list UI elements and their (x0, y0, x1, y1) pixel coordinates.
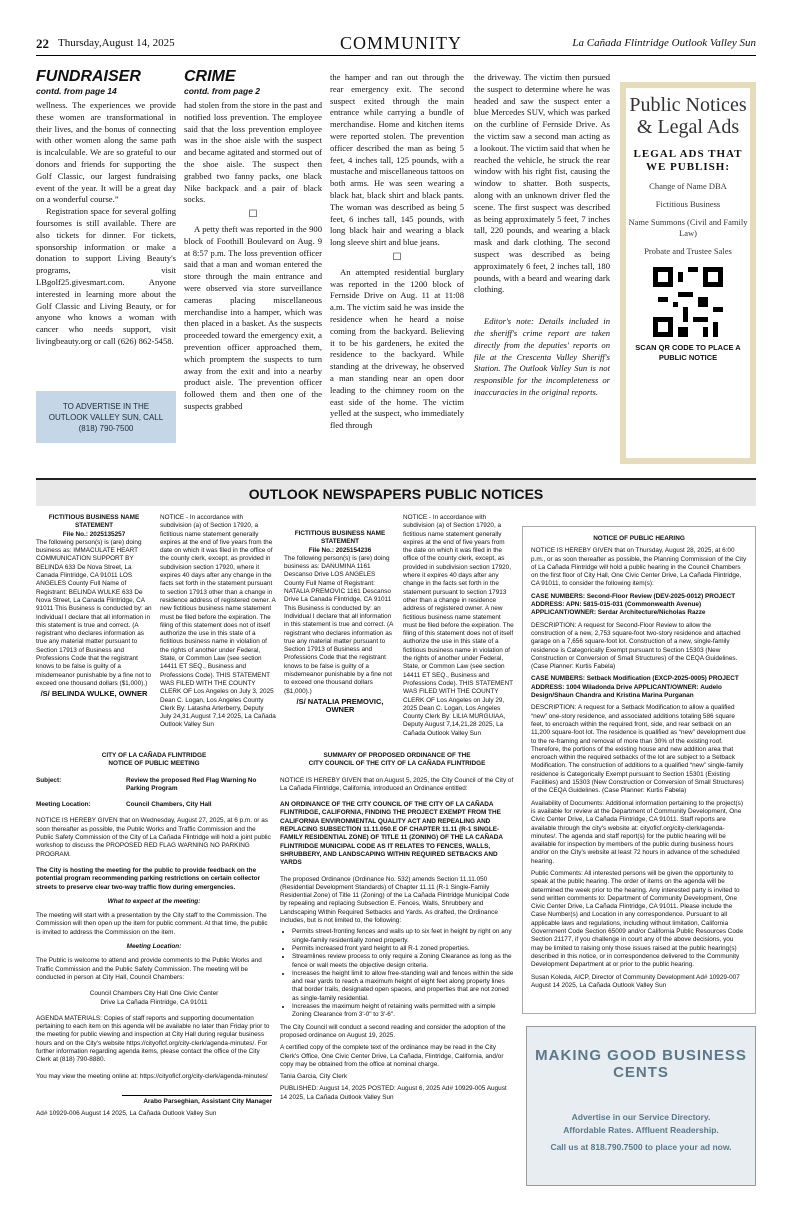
fbn-1-notice (160, 514, 276, 730)
hearing-p1: NOTICE IS HEREBY GIVEN that on Thursday, August 28, 2025, at 6:00 p.m., or as soon thereafter as possible, the Planning Commission of the City of La Cañada Flintridge will hold a public hearing in the Council Chambers on the first floor of City Hall, One Civic Center Drive, La Cañada Flintridge, CA 91011, to consider the following item(s): (531, 547, 747, 588)
crime-p5: the driveway. The victim then pursued the suspect to determine where he was headed and saw the suspect enter a blue Mercedes SUV, which was parked on the curbline of Fernside Drive. As the victim saw a second man acting as a lookout. The victim said that when he reached the vehicle, he struck the rear window with his right fist, causing the window to shatter. Both suspects, along with an unknown driver fled the scene. The first suspect was described as being approximately 5 feet, 7 inches tall, 220 pounds, and wearing a black mask and dark clothing. The second suspect was described as being approximately 6 feet, 2 inches tall, 180 pounds, with a beard and wearing dark clothing. (474, 72, 610, 295)
legal-ads-box[interactable] (620, 82, 756, 464)
fbn1-body2: NOTICE - In accordance with subdivision (a) of Section 17920, a fictitious name statement generally expires at the end of five years from the date on which it was filed in the office of the county clerk, except, as provided in subdivision section 17920, where it expires 40 days after any change in the facts set forth in the statement pursuant to section 17913 other than a change in residence address of registered owner. A new fictitious business name statement must be filed before the expiration. The filing of this statement does not of itself authorize the use in this state of a fictitious business name in violation of the rights of another under Federal, State, or Common Law (see section 14411 ET SEQ., Business and Professions Code). THIS STATEMENT WAS FILED WITH THE COUNTY CLERK OF Los Angeles on July 3, 2025 Dean C. Logan, Los Angeles County Clerk By: Latasha Arterberry, Deputy July 24,31,August 7,14 2025, La Cañada Outlook Valley Sun (160, 514, 276, 729)
ordinance-p7: PUBLISHED: August 14, 2025 POSTED: August 6, 2025 Ad# 10929-005 August 14 2025, La Cañada Outlook Valley Sun (280, 1085, 507, 1101)
legal-item-1: Fictitious Business (655, 199, 721, 209)
meeting-p2: The City is hosting the meeting for the public to provide feedback on the potential program recommending parking restrictions on certain collector streets to preserve clear two-way traffic flow during emergencies. (36, 866, 261, 891)
header-rule (36, 55, 756, 56)
hearing-p7: Public Comments: All interested persons will be given the opportunity to speak at the public hearing. The order of items on the agenda will be determined the week prior to the hearing. Any interested party is invited to send written comments to: Department of Community Development, One Civic Center Drive, La Cañada Flintridge, CA 91011. Please include the Case Number(s) and Location in any correspondence. Pursuant to all applicable laws and regulations, including without limitation, California Government Code Section 65009 and/or California Public Resources Code Section 21177, if you challenge in court any of the above decisions, you may be limited to raising only those issues raised at the public hearing(s) described in this notice, or in correspondence delivered to the Community Development Department at or prior to the public hearing. (531, 869, 744, 969)
list-item: • Increases the maximum height of retaining walls permitted with a simple Zoning Clearance from 3'-0" to 3'-6". (292, 1003, 514, 1020)
crime-p4: An attempted residential burglary was reported in the 1200 block of Fernside Drive on Aug. 11 at 11:08 a.m. The victim said he was inside the residence when he heard a noise coming from the backyard. Believing it to be his gardeners, he exited the residence to the backyard. While standing at the driveway, he observed a man standing near an open door leading to the chimney room on the east side of the home. The victim yelled at the suspect, who immediately fled through (330, 266, 464, 431)
meeting-subject: Review the proposed Red Flag Warning No Parking Program (126, 776, 257, 792)
hearing-p2: CASE NUMBERS: Second-Floor Review (DEV-2025-0012) PROJECT ADDRESS: APN: 5815-015-031 (Commonwealth Avenue) APPLICANT/OWNER: Serdar Architecture/Nicholas Razze (531, 592, 736, 617)
crime-column-3 (474, 72, 610, 399)
meeting-p6[interactable]: You may view the meeting online at: https://cityoflcf.org/city-clerk/agenda-minutes/ (36, 1072, 268, 1080)
crime-column-2 (330, 72, 464, 432)
fundraiser-p1: wellness. The experiences we provide these women are transformational in their lives, and the bonus of connecting with other women along the same path is incalculable. We are so grateful to our donors and friends for supporting the Golf Classic, our largest fundraising event of the year. It will be a great day on a wonderful course.” (36, 100, 176, 205)
page-number: 22 (36, 36, 49, 51)
meeting-location: Council Chambers, City Hall (126, 801, 212, 809)
crime-contd: contd. from page 2 (184, 86, 261, 96)
qr-code-icon[interactable] (653, 267, 723, 337)
fbn1-sig: /S/ BELINDA WULKE, OWNER (40, 689, 148, 699)
ordinance-p5: A certified copy of the complete text of the ordinance may be read in the City Clerk's Office, One Civic Center Drive, La Cañada, Flintridge, California, and/or copy may be obtained from the office at nominal charge. (280, 1044, 504, 1068)
making-line1: Advertise in our Service Directory. (571, 1112, 711, 1122)
fbn2-head: FICTITIOUS BUSINESS NAME STATEMENT (294, 530, 386, 546)
hearing-p3: DESCRIPTION: A request for Second-Floor Review to allow the construction of a new, 2,753 square-foot two-story residence and attached garage on a 7,656 square-foot lot. Construction of a new, single-family residence is Categorically Exempt pursuant to Section 15303 (New Construction or Conversion of Small Structures) of the CEQA Guidelines. (Case Planner: Kurtis Fabela) (531, 621, 741, 671)
service-directory-ad[interactable] (526, 1026, 756, 1186)
fbn1-head: FICTITIOUS BUSINESS NAME STATEMENT (48, 514, 140, 530)
ordinance-p6: Tania Garcia, City Clerk (280, 1073, 348, 1081)
meeting-signature: Arabo Parseghian, Assistant City Manager (143, 1097, 272, 1105)
crime-p2: A petty theft was reported in the 900 block of Foothill Boulevard on Aug. 9 at 8:57 p.m. The loss prevention officer said that a man and woman entered the store through the main entrance and were observed via store surveillance cameras placing miscellaneous merchandise into a hamper, which was then placed in a basket. As the suspects proceeded toward the emergency exit, a prevention officer approached them, which promptem the suspects to turn away from the exit and into a nearby product aisle. The prevention officer followed them and then one of the suspects grabbed (184, 223, 322, 411)
fbn1-file: File No.: 2025135257 (62, 530, 126, 538)
making-line2: Affordable Rates. Affluent Readership. (563, 1125, 719, 1135)
making-title: MAKING GOOD BUSINESS CENTS (535, 1047, 747, 1081)
meeting-subject-label: Subject: (36, 776, 62, 784)
meeting-p5: AGENDA MATERIALS: Copies of staff reports and supporting documentation pertaining to each item on this agenda will be available no later than Friday prior to the meeting for public viewing and inspection at City Hall during regular business hours and on the City's website https://cityoflcf.org/city-clerk/agenda-minutes/. For further information regarding agenda items, please contact the office of the City Clerk at (818) 790-8880. (36, 1014, 270, 1064)
ordinance-bullets (292, 928, 514, 1019)
publication-name: La Cañada Flintridge Outlook Valley Sun (572, 37, 756, 49)
making-line3: Call us at 818.790.7500 to place your ad now. (550, 1142, 732, 1152)
crime-p3: the hamper and ran out through the rear emergency exit. The second suspect exited through the main entrance while carrying a bundle of merchandise. Home and kitchen items were reported stolen. The prevention officer described the man as being 5 feet, 4 inches tall, 125 pounds, with a mustache and miscellaneous tattoos on both arms. He was seen wearing a black hat, black shirt and black pants. The woman was described as being 5 feet, 6 inches tall, 145 pounds, with long black hair and wearing a black long sleeve shirt and blue jeans. (330, 72, 464, 248)
fbn-2 (284, 530, 396, 715)
ordinance-p4: The City Council will conduct a second reading and consider the adoption of the proposed ordinance on August 19, 2025. (280, 1023, 506, 1039)
legal-item-3: Probate and Trustee Sales (644, 246, 732, 256)
fundraiser-column (36, 68, 176, 348)
fbn2-file: File No.: 2025154236 (308, 546, 372, 554)
meeting-location-heading: Meeting Location: (126, 943, 182, 951)
hearing-p5: DESCRIPTION: A request for a Setback Modification to allow a qualified “new” one-story residence, and associated additions totaling 586 square feet, to encroach within the required front, side, and rear setback on an 11,200 square-foot lot. The residence is qualified as “new” development due to the re-framing and removal of more than 30% of the existing roof. Therefore, the portions of the existing house and new addition area that encroach within the required setbacks of the lot are subject to a Setback Modification. The construction of additions to a qualified “new” single-family residence is Categorically Exempt pursuant to Section 15301 (Existing Facilities) and 15303 (New Construction or Conversion of Small Structures) of the CEQA Guidelines. (Case Planner: Kurtis Fabela) (531, 704, 746, 795)
meeting-p4: The Public is welcome to attend and provide comments to the Public Works and Traffic Commission and the Public Safety Commission. The meeting will be conducted in person at City Hall, Council Chambers: (36, 957, 262, 981)
section-title: COMMUNITY (340, 33, 463, 53)
scan-qr-label: SCAN QR CODE TO PLACE A PUBLIC NOTICE (635, 343, 741, 362)
meeting-address: Council Chambers City Hall One Civic Center Drive La Cañada Flintridge, CA 91011 (89, 990, 219, 1006)
list-item: • Permits street-fronting fences and walls up to six feet in height by right on any single-family residentially zoned property. (292, 928, 514, 945)
ordinance-head1: SUMMARY OF PROPOSED ORDINANCE OF THE (323, 752, 471, 759)
editor-note: Editor's note: Details included in the sheriff's crime report are taken directly from the deputies' reports on file at the Crescenta Valley Sheriff's Station. The Outlook Valley Sun is not responsible for the incompleteness or inaccuracies in the original reports. (474, 316, 610, 397)
advertise-ad[interactable]: TO ADVERTISE IN THE OUTLOOK VALLEY SUN, CALL (818) 790-7500 (36, 391, 176, 443)
fundraiser-kicker: FUNDRAISER (36, 68, 141, 85)
legal-subtitle: LEGAL ADS THAT WE PUBLISH: (633, 148, 743, 173)
ordinance-head2: CITY COUNCIL OF THE CITY OF LA CAÑADA FLINTRIDGE (308, 760, 486, 768)
meeting-location-label: Meeting Location: (36, 801, 91, 809)
legal-item-2: Name Summons (Civil and Family Law) (628, 217, 748, 238)
hearing-p6: Availability of Documents: Additional information pertaining to the project(s) is available for review at the Department of Community Development, One Civic Center Drive, La Cañada Flintridge, CA 91011. Staff reports are available through the city's website at: cityoflcf.org/city-clerk/agenda-minutes/. The agenda and staff report(s) for the public hearing will be available for inspection by members of the public during business hours and/or on the City's website at least 72 hours in advance of the scheduled hearing. (531, 799, 743, 865)
meeting-p1: NOTICE IS HEREBY GIVEN that on Wednesday, August 27, 2025, at 6 p.m. or as soon thereafter as possible, the Public Works and Traffic Commission and the Public Safety Commission of the City of La Cañada Flintridge will hold a joint public workshop to discuss the PROPOSED RED FLAG WARNING NO PARKING PROGRAM. (36, 817, 271, 858)
meeting-expect-heading: What to expect at the meeting: (107, 897, 201, 905)
meeting-head1: CITY OF LA CAÑADA FLINTRIDGE (101, 752, 207, 759)
meeting-head2: NOTICE OF PUBLIC MEETING (108, 760, 200, 768)
ordinance-p1: NOTICE IS HEREBY GIVEN that on August 5, 2025, the City Council of the City of La Cañada Flintridge, California, introduced an Ordinance entitled: (280, 776, 514, 792)
public-hearing-notice (522, 526, 756, 1014)
separator-icon: ☐ (248, 209, 258, 221)
crime-kicker: CRIME (184, 68, 236, 85)
hearing-p8: Susan Koleda, AICP, Director of Community Development Ad# 10929-007 August 14 2025, La Cañada Outlook Valley Sun (531, 973, 740, 989)
fundraiser-contd: contd. from page 14 (36, 86, 117, 96)
meeting-ad-number: Ad# 10929-006 August 14 2025, La Cañada Outlook Valley Sun (36, 1110, 217, 1118)
list-item: • Streamlines review process to only require a Zoning Clearance as long as the fence or wall meets the objective design criteria. (292, 953, 514, 970)
crime-column-1 (184, 68, 322, 413)
hearing-head: NOTICE OF PUBLIC HEARING (593, 535, 685, 542)
legal-title: Public Notices & Legal Ads (629, 94, 747, 138)
fbn2-sig: /S/ NATALIA PREMOVIC, OWNER (296, 696, 384, 715)
meeting-p3: The meeting will start with a presentation by the City staff to the Commission. The Commission will then open up the item for public comment. At that time, the public is invited to address the Commission on the item. (36, 912, 268, 936)
list-item: • Increases the height limit to allow free-standing wall and fences within the side and rear yards to reach a maximum height of eight feet along property lines that border trails, designated open spaces, and properties that are not zoned as single-family residential. (292, 970, 514, 1003)
fundraiser-p2: Registration space for several golfing foursomes is still available. There are also tickets for dinner. For tickets, sponsorship information or make a donation to support Living Beauty's programs, visit LBgolf25.givesmart.com. Anyone interested in learning more about the Golf Classic and Living Beauty, or for anyone who knows a woman with cancer who needs support, visit livingbeauty.org or call (626) 862-5458. (36, 206, 176, 346)
ordinance-notice (280, 752, 514, 1102)
crime-p1: had stolen from the store in the past and notified loss prevention. The employee said that the loss prevention employee was in the shoe aisle with the suspect and became agitated and stormed out of the shoe aisle. The suspect then grabbed two fanny packs, one black Nike backpack and a pair of black socks. (184, 100, 322, 205)
separator-icon: ☐ (392, 251, 402, 263)
fbn-1 (36, 514, 152, 699)
hearing-p4: CASE NUMBERS: Setback Modification (EXCP-2025-0005) PROJECT ADDRESS: 1004 Wiladonda Drive APPLICANT/OWNER: Audelo Design/Shaun Chandra and Kristina Marina Purganan (531, 675, 739, 700)
public-meeting-notice (36, 752, 272, 1119)
fbn1-body: The following person(s) is (are) doing business as: IMMACULATE HEART COMMUNICATION SUPPORT BY BELINDA 633 De Nova Street, La Canada Flintridge, CA 91011 LOS ANGELES County Full Name of Registrant: BELINDA WULKE 633 De Nova Street, La Canada Flintridge, CA 91011 This Business is conducted by: an Individual I declare that all information in this statement is true and correct. (A registrant who declares information as true any material matter pursuant to Section 17913 of Business and Professions Code that the registrant knows to be false is guilty of a misdemeanor punishable by a fine not to exceed one thousand dollars ($1,000).) (36, 538, 152, 687)
issue-date: Thursday,August 14, 2025 (58, 37, 175, 49)
fbn-2-notice (403, 514, 515, 738)
list-item: • Permits increased front yard height to all R-1 zoned properties. (292, 945, 514, 953)
ordinance-p3: The proposed Ordinance (Ordinance No. 532) amends Section 11.11.050 (Residential Development Standards) of Chapter 11.11 (R-1 Single-Family Residential Zone) of Title 11 (Zoning) of the La Cañada Flintridge Municipal Code by repealing and replacing Subsection E. Fences, Walls, Shrubbery and Landscaping Within Required Setbacks and Yards. As drafted, the Ordinance includes, but is not limited to, the following: (280, 875, 510, 925)
legal-item-0: Change of Name DBA (649, 181, 727, 191)
public-notices-band: OUTLOOK NEWSPAPERS PUBLIC NOTICES (36, 478, 756, 506)
fbn2-body2: NOTICE - In accordance with subdivision (a) of Section 17920, a fictitious name statement generally expires at the end of five years from the date on which it was filed in the office of the county clerk, except, as provided in subdivision section 17920, where it expires 40 days after any change in the facts set forth in the statement pursuant to section 17913 other than a change in residence address of registered owner. A new fictitious business name statement must be filed before the expiration. The filing of this statement does not of itself authorize the use in this state of a fictitious business name in violation of the rights of another under Federal, State, or Common Law (see section 14411 ET SEQ., Business and Professions Code). THIS STATEMENT WAS FILED WITH THE COUNTY CLERK OF Los Angeles on July 29, 2025 Dean C. Logan, Los Angeles County Clerk By: LILIA MURGUIAA, Deputy August 7,14,21,28 2025, La Cañada Outlook Valley Sun (403, 514, 514, 737)
fbn2-body: The following person(s) is (are) doing business as: DANUMINA 1161 Descanso Drive LOS ANGELES County Full Name of Registrant: NATALIA PREMOVIC 1161 Descanso Drive La Canada Flintridge, CA 91011 This Business is conducted by: an Individual I declare that all information in this statement is true and correct. (A registrant who declares information as true any material matter pursuant to Section 17913 of Business and Professions Code that the registrant knows to be false is guilty of a misdemeanor punishable by a fine not to exceed one thousand dollars ($1,000).) (284, 554, 394, 695)
ordinance-p2: AN ORDINANCE OF THE CITY COUNCIL OF THE CITY OF LA CAÑADA FLINTRIDGE, CALIFORNIA, FINDING THE PROJECT EXEMPT FROM THE CALIFORNIA ENVIRONMENTAL QUALITY ACT AND REPEALING AND REPLACING SUBSECTION 11.11.050.E OF CHAPTER 11.11 (R-1 SINGLE-FAMILY RESIDENTIAL ZONE) OF TITLE 11 (ZONING) OF THE LA CAÑADA FLINTRIDGE MUNICIPAL CODE AS IT RELATES TO FENCES, WALLS, SHRUBBERY, AND LANDSCAPING WITHIN REQUIRED SETBACKS AND YARDS (280, 801, 503, 867)
